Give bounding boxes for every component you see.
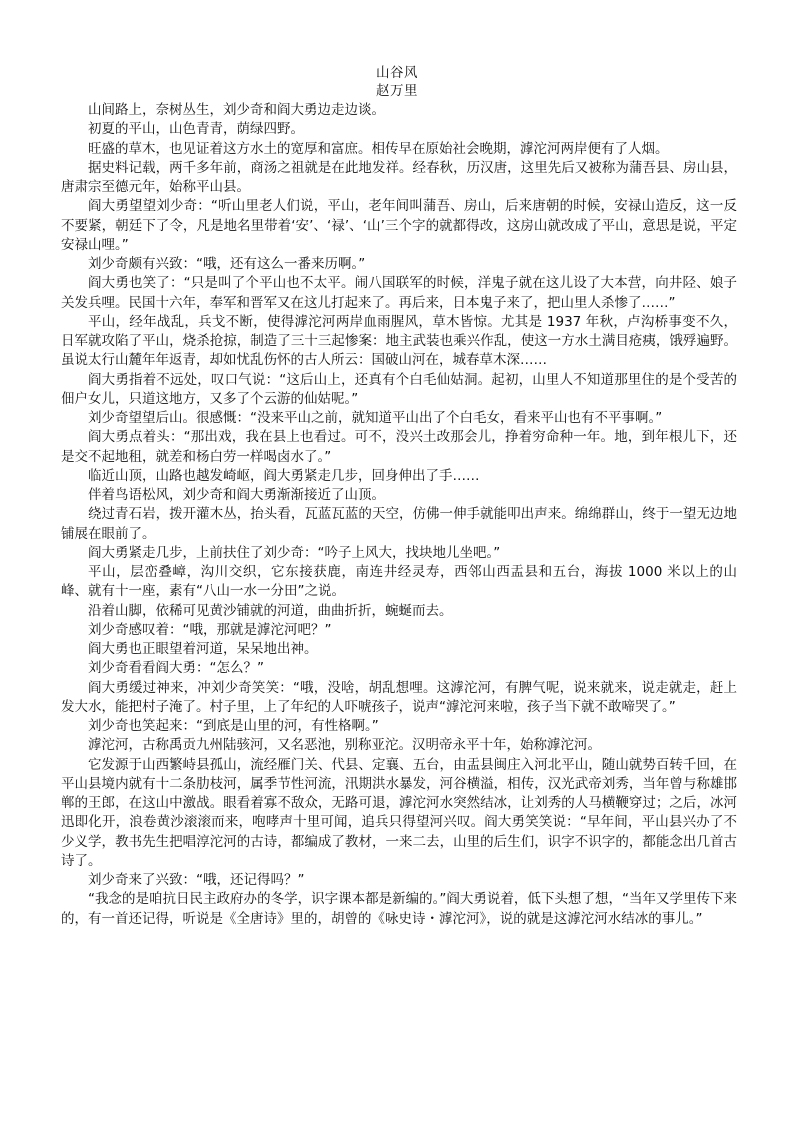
paragraph: 阎大勇也正眼望着河道，呆呆地出神。 [88,641,318,657]
paragraph: 刘少奇望望后山。很感慨：“没来平山之前，就知道平山出了个白毛女，看来平山也有不平事啊。” [88,410,663,426]
paragraph: 阎大勇点着头：“那出戏，我在县上也看过。可不，没兴土改那会儿，挣着穷命种一年。地，到年根儿下，还是交不起地租，就差和杨白劳一样喝卤水了。” [61,429,737,465]
paragraph: 临近山顶，山路也越发崎岖，阎大勇紧走几步，回身伸出了手…… [88,467,480,484]
document-author: 赵万里 [376,83,418,99]
paragraph: 旺盛的草木，也见证着这方水土的宽厚和富庶。相传早在原始社会晚期，滹沱河两岸便有了人烟。 [88,140,669,157]
paragraph: 平山，层峦叠嶂，沟川交织，它东接获鹿，南连井经灵寿，西邻山西盂县和五台，海拔 1000 米以上的山峰、就有十一座，素有“八山一水一分田”之说。 [61,564,737,600]
paragraph: 刘少奇看看阎大勇：“怎么？” [88,660,264,677]
paragraph: 阎大勇望望刘少奇：“听山里老人们说，平山，老年间叫蒲吾、房山，后来唐朝的时候，安禄山造反，这一反不要紧，朝廷下了令，凡是地名里带着‘安’、‘禄’、‘山’三个字的就都得改，这房山就改成了平山，意思是说，平定安禄山哩。” [61,198,737,253]
document-body [61,101,737,929]
paragraph: 绕过青石岩，拨开灌木丛，抬头看，瓦蓝瓦蓝的天空，仿佛一伸手就能叩出声来。绵绵群山，终于一望无边地铺展在眼前了。 [61,506,737,542]
paragraph: “我念的是咱抗日民主政府办的冬学，识字课本都是新编的。”阎大勇说着，低下头想了想，“当年又学里传下来的，有一首还记得，听说是《全唐诗》里的，胡曾的《咏史诗・滹沱河》，说的就是这滹沱河水结冰的事儿。” [61,891,737,927]
paragraph: 它发源于山西繁峙县孤山，流经雁门关、代县、定襄、五台，由盂县闽庄入河北平山，随山就势百转千回，在平山县境内就有十二条肋枝河，属季节性河流，汛期洪水暴发，河谷横溢，相传，汉光武帝刘秀，当年曾与称雄邯郸的王郎，在这山中激战。眼看着寡不敌众，无路可退，滹沱河水突然结冰，让刘秀的人马横鞭穿过；之后，冰河迅即化开，浪卷黄沙滚滚而来，咆哮声十里可闻，追兵只得望河兴叹。阎大勇笑笑说：“早年间，平山县兴办了不少义学，教书先生把唱淳沱河的古诗，都编成了教材，一来二去，山里的后生们，识字不识字的，都能念出几首古诗了。 [61,756,737,869]
paragraph: 刘少奇感叹着：“哦，那就是滹沱河吧？” [88,621,332,638]
paragraph: 伴着鸟语松风，刘少奇和阎大勇渐渐接近了山顶。 [88,487,385,503]
paragraph: 沿着山脚，依稀可见黄沙铺就的河道，曲曲折折，蜿蜒而去。 [88,602,453,619]
paragraph: 滹沱河，古称禹贡九州陆骇河，又名恶池，别称亚沱。汉明帝永平十年，始称滹沱河。 [88,737,601,754]
document-title: 山谷风 [376,65,418,81]
paragraph: 阎大勇指着不远处，叹口气说：“这后山上，还真有个白毛仙姑洞。起初，山里人不知道那里住的是个受苦的佃户女儿，只道这地方，又多了个云游的仙姑呢。” [61,371,737,407]
paragraph: 刘少奇也笑起来：“到底是山里的河，有性格啊。” [88,718,379,734]
paragraph: 平山，经年战乱，兵戈不断，使得滹沱河两岸血雨腥风，草木皆惊。尤其是 1937 年秋，卢沟桥事变不久，日军就攻陷了平山，烧杀抢掠，制造了三十三起惨案：地主武装也乘兴作乱，使这一方水土满目疮痍，饿殍遍野。虽说太行山麓年年返青，却如忧乱伤怀的古人所云：国破山河在，城春草木深…… [61,313,737,369]
paragraph: 阎大勇也笑了：“只是叫了个平山也不太平。闹八国联军的时候，洋鬼子就在这儿设了大本营，向井陉、娘子关发兵哩。民国十六年，奉军和晋军又在这儿打起来了。再后来，日本鬼子来了，把山里人杀惨了……” [61,275,737,311]
paragraph: 阎大勇缓过神来，冲刘少奇笑笑：“哦，没啥，胡乱想哩。这滹沱河，有脾气呢，说来就来，说走就走，赶上发大水，能把村子淹了。村子里，上了年纪的人吓唬孩子，说声“滹沱河来啦，孩子当下就不敢啼哭了。” [61,679,737,715]
paragraph: 阎大勇紧走几步，上前扶住了刘少奇：“吟子上风大，找块地儿坐吧。” [88,544,501,561]
paragraph: 刘少奇来了兴致：“哦，还记得吗？” [88,872,305,888]
paragraph: 初夏的平山，山色青青，荫绿四野。 [88,121,304,138]
paragraph: 据史料记载，两千多年前，商汤之祖就是在此地发祥。经春秋，历汉唐，这里先后又被称为蒲吾县、房山县，唐肃宗至德元年，始称平山县。 [61,159,737,195]
paragraph: 山间路上，奈树丛生，刘少奇和阎大勇边走边谈。 [88,102,385,118]
paragraph: 刘少奇颇有兴致：“哦，还有这么一番来历啊。” [88,256,366,272]
